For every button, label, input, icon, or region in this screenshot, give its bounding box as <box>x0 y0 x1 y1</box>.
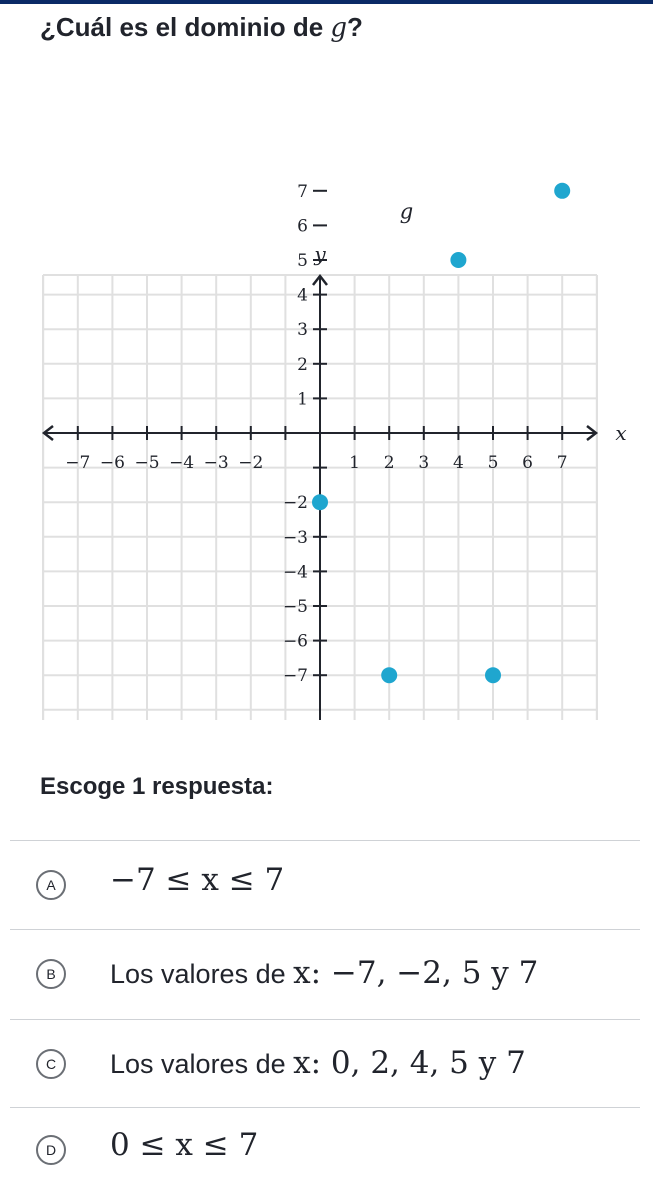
x-tick-label: −2 <box>238 453 264 473</box>
y-tick-label: −2 <box>282 493 308 514</box>
choice-a-text <box>110 862 284 898</box>
x-tick-label: 2 <box>383 453 395 473</box>
y-tick-label: 3 <box>297 320 308 341</box>
function-label: g <box>399 199 414 224</box>
y-tick-label: 1 <box>297 389 308 410</box>
choice-b-math: x: −7, −2, 5 y 7 <box>293 955 539 991</box>
x-axis-label: x <box>615 421 627 445</box>
choice-c-letter-badge: C <box>36 1049 66 1079</box>
x-tick-label: 7 <box>556 453 568 473</box>
choice-a-letter-badge: A <box>36 870 66 900</box>
answer-prompt: Escoge 1 respuesta: <box>40 773 274 800</box>
data-point <box>554 183 570 199</box>
y-tick-label: 6 <box>297 216 308 237</box>
y-tick-label: 2 <box>297 354 308 375</box>
y-tick-label: −6 <box>282 631 308 652</box>
x-tick-label: −7 <box>65 453 91 473</box>
y-tick-label: 4 <box>297 285 308 306</box>
x-tick-label: −3 <box>203 453 229 473</box>
y-tick-label: −5 <box>282 597 308 617</box>
x-tick-label: 3 <box>418 453 430 473</box>
choice-c[interactable] <box>0 1021 653 1107</box>
y-tick-label: 7 <box>297 181 308 202</box>
y-tick-label: 5 <box>297 251 308 271</box>
choice-c-math: x: 0, 2, 4, 5 y 7 <box>293 1045 526 1081</box>
question-variable: g <box>330 13 348 43</box>
y-tick-label: −7 <box>282 666 308 687</box>
y-tick-label: −3 <box>282 527 308 548</box>
choice-a[interactable] <box>0 842 653 928</box>
data-point <box>485 667 501 683</box>
divider <box>10 929 640 930</box>
x-tick-label: 6 <box>522 453 534 473</box>
data-point <box>450 252 466 268</box>
choice-d[interactable] <box>0 1109 653 1195</box>
coordinate-graph <box>0 120 653 720</box>
choice-a-math: −7 ≤ x ≤ 7 <box>110 862 285 898</box>
x-tick-label: −5 <box>134 453 160 473</box>
question-suffix: ? <box>347 12 363 42</box>
data-point <box>312 494 328 510</box>
x-tick-label: −4 <box>169 453 195 473</box>
question-text: ¿Cuál es el dominio de <box>40 12 331 42</box>
choice-c-prefix: Los valores de <box>110 1049 294 1079</box>
choice-b-prefix: Los valores de <box>110 959 294 989</box>
y-tick-label: −4 <box>282 562 308 583</box>
x-tick-label: 1 <box>349 453 361 473</box>
choice-b-text <box>110 955 538 991</box>
choice-d-letter-badge: D <box>36 1135 66 1165</box>
divider <box>10 840 640 841</box>
question-title <box>40 12 363 43</box>
divider <box>10 1019 640 1020</box>
top-bar <box>0 0 653 4</box>
data-point <box>381 667 397 683</box>
choice-d-math: 0 ≤ x ≤ 7 <box>110 1127 259 1163</box>
choice-b[interactable] <box>0 931 653 1017</box>
y-axis-label: y <box>314 242 326 266</box>
x-tick-label: 5 <box>487 453 499 473</box>
divider <box>10 1107 640 1108</box>
choice-b-letter-badge: B <box>36 959 66 989</box>
choice-d-text <box>110 1127 258 1163</box>
x-tick-label: −6 <box>99 453 125 473</box>
choice-c-text <box>110 1045 526 1081</box>
x-tick-label: 4 <box>452 453 464 473</box>
